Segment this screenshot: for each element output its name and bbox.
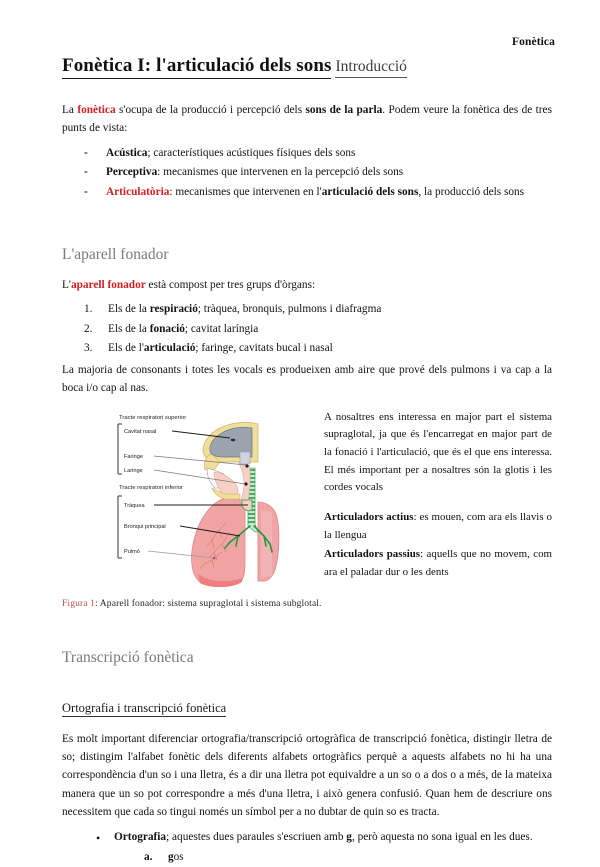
document-content	[62, 55, 552, 867]
bullet-rest-post: , però aquesta no sona igual en les dues.	[351, 830, 533, 843]
intro-text-mid: s'ocupa de la producció i percepció dels	[115, 104, 306, 116]
list-item-bold: articulació	[143, 342, 196, 355]
list-item-rest: característiques acústiques físiques dels sons	[153, 146, 356, 159]
list-item-term: Articulatòria	[106, 185, 170, 198]
list-item-rest-bold: articulació dels sons	[321, 185, 419, 198]
pharynx-upper	[240, 452, 250, 464]
heading-transcripcio: Transcripció fonètica	[62, 648, 194, 666]
transcripcio-paragraph: Es molt important diferenciar ortografia/transcripció ortogràfica de transcripció fonètica, distingir lletra de so; distingim l'alfabet fonètic dels diferents alfabets ortogràfics perquè a aquests alfabets no hi ha una correspondència d'un so i una lletra, és a dir una lletra pot equivaldre a un so o a dos o a més, de la mateixa manera que un so pot correspondre a més d'una lletra, i això genera confusió. Quan hem de descriure ons necessitem que cada so tingui només un símbol per a no dubtar de quin so es tracta.	[62, 732, 552, 819]
intro-keyword-fonetica: fonètica	[77, 104, 116, 116]
side-text-column	[324, 409, 552, 594]
example-bold-letter: g	[168, 850, 174, 863]
label-pulmo: Pulmó	[124, 548, 140, 555]
label-bronqui: Bronqui principal	[124, 523, 166, 530]
list-item	[84, 144, 552, 163]
aparell-lead-post: està compost per tres grups d'òrgans:	[145, 279, 316, 292]
list-item-post: ; faringe, cavitats bucal i nasal	[195, 342, 333, 355]
articuladors-actius-text: : es mouen, com ara els llavis o la llengua	[324, 510, 552, 541]
label-traquea: Tràquea	[124, 502, 145, 509]
articuladors-passius	[324, 546, 552, 581]
aparell-lead-paragraph	[62, 276, 552, 294]
list-item-rest: mecanismes que intervenen en la percepció dels sons	[163, 166, 404, 179]
page-title: Fonètica I: l'articulació dels sons	[62, 55, 331, 79]
bullet-rest-bold: g	[346, 830, 352, 843]
list-item	[84, 339, 552, 358]
list-item-sep: :	[157, 166, 164, 179]
nasal-cavity-marker	[231, 438, 235, 440]
articuladors-actius	[324, 509, 552, 544]
list-item	[84, 183, 552, 202]
list-item-post: ; cavitat laríngia	[184, 322, 259, 335]
aparell-closing-paragraph: La majoria de consonants i totes les vocals es produeixen amb aire que prové dels pulmons i va cap a la boca i/o cap al nas.	[62, 363, 552, 395]
subheading-ortografia: Ortografia i transcripció fonètica	[62, 700, 227, 715]
list-item	[84, 320, 552, 339]
aparell-keyword: aparell fonador	[70, 279, 146, 292]
intro-text-post: . Podem veure la fonètica des de tres punts de vista:	[62, 104, 552, 135]
list-item-term: Acústica	[106, 146, 148, 159]
intro-dash-list	[62, 144, 552, 202]
figure-and-side-text	[62, 406, 552, 594]
list-item	[84, 300, 552, 319]
heading-aparell-fonador: L'aparell fonador	[62, 246, 169, 264]
articuladors-actius-label: Articuladors actius	[324, 510, 414, 523]
list-item-rest: mecanismes que intervenen en l'	[175, 185, 322, 198]
list-item-bold: fonació	[149, 322, 185, 335]
list-item-post: ; tràquea, bronquis, pulmons i diafragma	[197, 303, 382, 316]
figure-caption-label: Figura 1	[62, 597, 96, 609]
aparell-numbered-list	[62, 300, 552, 358]
heading-introduccio: Introducció	[335, 58, 406, 78]
list-item	[96, 828, 552, 867]
figure-caption-text: : Aparell fonador: sistema supraglotal i sistema subglotal.	[95, 597, 322, 609]
example-rest: os	[173, 850, 184, 863]
list-item-pre: Els de l'	[108, 342, 144, 355]
intro-paragraph	[62, 101, 552, 138]
label-faringe: Faringe	[124, 453, 143, 460]
aparell-lead-pre: L'	[62, 279, 71, 292]
list-item-sep: ;	[147, 146, 154, 159]
label-lower-tract: Tracte respiratori inferior	[119, 484, 183, 491]
list-item-rest-tail: , la producció dels sons	[418, 185, 525, 198]
label-upper-tract: Tracte respiratori superior	[119, 414, 187, 421]
list-item-pre: Els de la	[108, 303, 150, 316]
label-laringe: Laringe	[124, 467, 143, 474]
label-cavitat-nasal: Cavitat nasal	[124, 428, 157, 435]
respiratory-system-diagram	[62, 406, 312, 594]
list-item	[144, 848, 552, 867]
figure-caption	[62, 598, 552, 609]
intro-text-pre: La	[62, 104, 78, 116]
articuladors-passius-text: : aquells que no movem, com ara el paladar dur o les dents	[324, 548, 553, 578]
running-header: Fonètica	[512, 36, 555, 48]
side-paragraph: A nosaltres ens interessa en major part el sistema supraglotal, ja que és l'encarregat en major part de la fonació i l'articulació, que és el que ens interessa. El més important per a nosaltres són la glotis i les cordes vocals	[324, 410, 552, 494]
bullet-term-ortografia: Ortografia	[114, 830, 167, 843]
list-item-term: Perceptiva	[106, 166, 158, 179]
transcripcio-alpha-list	[114, 848, 552, 867]
bullet-rest-pre: ; aquestes dues paraules s'escriuen amb	[166, 830, 347, 843]
list-item-sep: :	[169, 185, 176, 198]
figure-aparell-fonador	[62, 406, 312, 594]
intro-keyword-sons: sons de la parla	[305, 104, 383, 116]
articuladors-passius-label: Articuladors passius	[324, 548, 421, 561]
list-item-bold: respiració	[149, 303, 198, 316]
transcripcio-bullet-list	[62, 828, 552, 867]
list-item-pre: Els de la	[108, 322, 150, 335]
list-item	[84, 163, 552, 182]
